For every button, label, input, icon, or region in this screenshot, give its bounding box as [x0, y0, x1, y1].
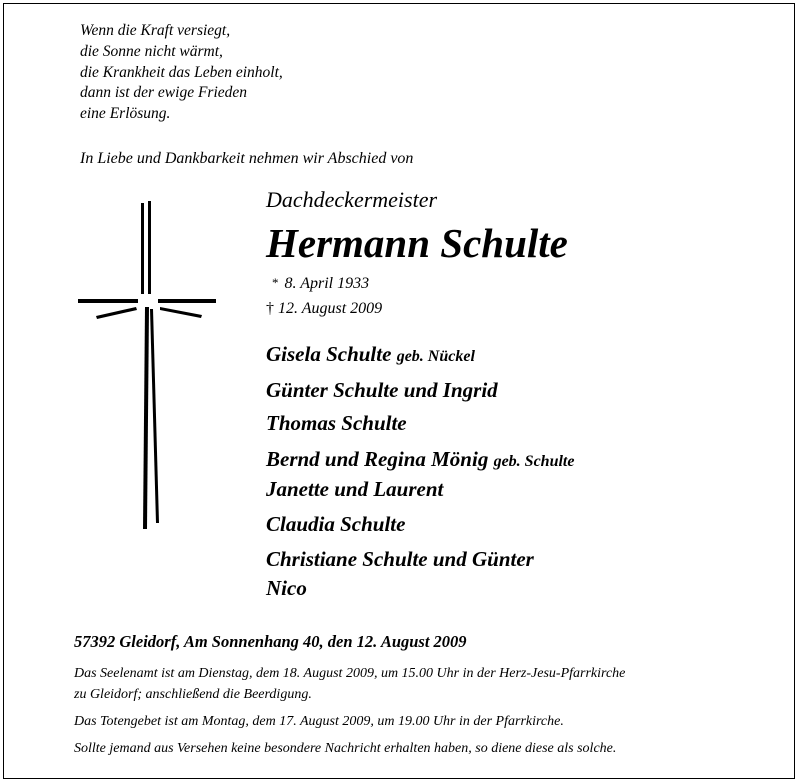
mourner: [266, 378, 498, 403]
mourner: [266, 477, 443, 502]
poem-line: die Sonne nicht wärmt,: [80, 42, 223, 60]
death-date: [266, 300, 382, 318]
cross-icon: [74, 197, 224, 532]
mourner: [266, 411, 407, 436]
mourner-name: Thomas Schulte: [266, 411, 407, 435]
intro-text: In Liebe und Dankbarkeit nehmen wir Abschied von: [80, 150, 414, 167]
mourner: [266, 576, 307, 601]
poem-line: eine Erlösung.: [80, 105, 171, 123]
dagger-icon: †: [266, 300, 274, 317]
poem: [80, 21, 283, 125]
funeral-note-line2: zu Gleidorf; anschließend die Beerdigung.: [74, 687, 312, 702]
mourner: [266, 547, 534, 572]
mourner: [266, 512, 405, 537]
death-date-text: 12. August 2009: [278, 300, 383, 317]
mourner-suffix: geb. Nückel: [396, 348, 475, 365]
mourner: [266, 342, 475, 367]
funeral-note-line1: Das Seelenamt ist am Dienstag, dem 18. August 2009, um 15.00 Uhr in der Herz-Jesu-Pfarrkirche: [74, 666, 626, 681]
address-line: 57392 Gleidorf, Am Sonnenhang 40, den 12. August 2009: [74, 632, 467, 651]
mourner-name: Janette und Laurent: [266, 477, 444, 501]
poem-line: dann ist der ewige Frieden: [80, 84, 248, 102]
poem-line: Wenn die Kraft versiegt,: [80, 22, 231, 39]
mourner-name: Claudia Schulte: [266, 512, 406, 536]
mourner-name: Bernd und Regina Mönig: [266, 447, 489, 471]
disclaimer-note: Sollte jemand aus Versehen keine besondere Nachricht erhalten haben, so diene diese als solche.: [74, 741, 617, 756]
mourner-name: Christiane Schulte und Günter: [266, 547, 534, 571]
birth-star-icon: *: [272, 275, 279, 290]
obituary-card: [3, 3, 795, 779]
mourner-name: Nico: [266, 576, 307, 600]
birth-date: [272, 275, 369, 293]
prayer-note: Das Totengebet ist am Montag, dem 17. August 2009, um 19.00 Uhr in der Pfarrkirche.: [74, 714, 564, 729]
birth-date-text: 8. April 1933: [284, 275, 370, 292]
mourner-suffix: geb. Schulte: [493, 453, 575, 470]
poem-line: die Krankheit das Leben einholt,: [80, 63, 283, 81]
mourner: [266, 447, 574, 472]
mourner-name: Gisela Schulte: [266, 342, 392, 366]
mourner-name: Günter Schulte und Ingrid: [266, 378, 498, 402]
profession: Dachdeckermeister: [266, 187, 438, 212]
deceased-name: Hermann Schulte: [266, 220, 568, 266]
